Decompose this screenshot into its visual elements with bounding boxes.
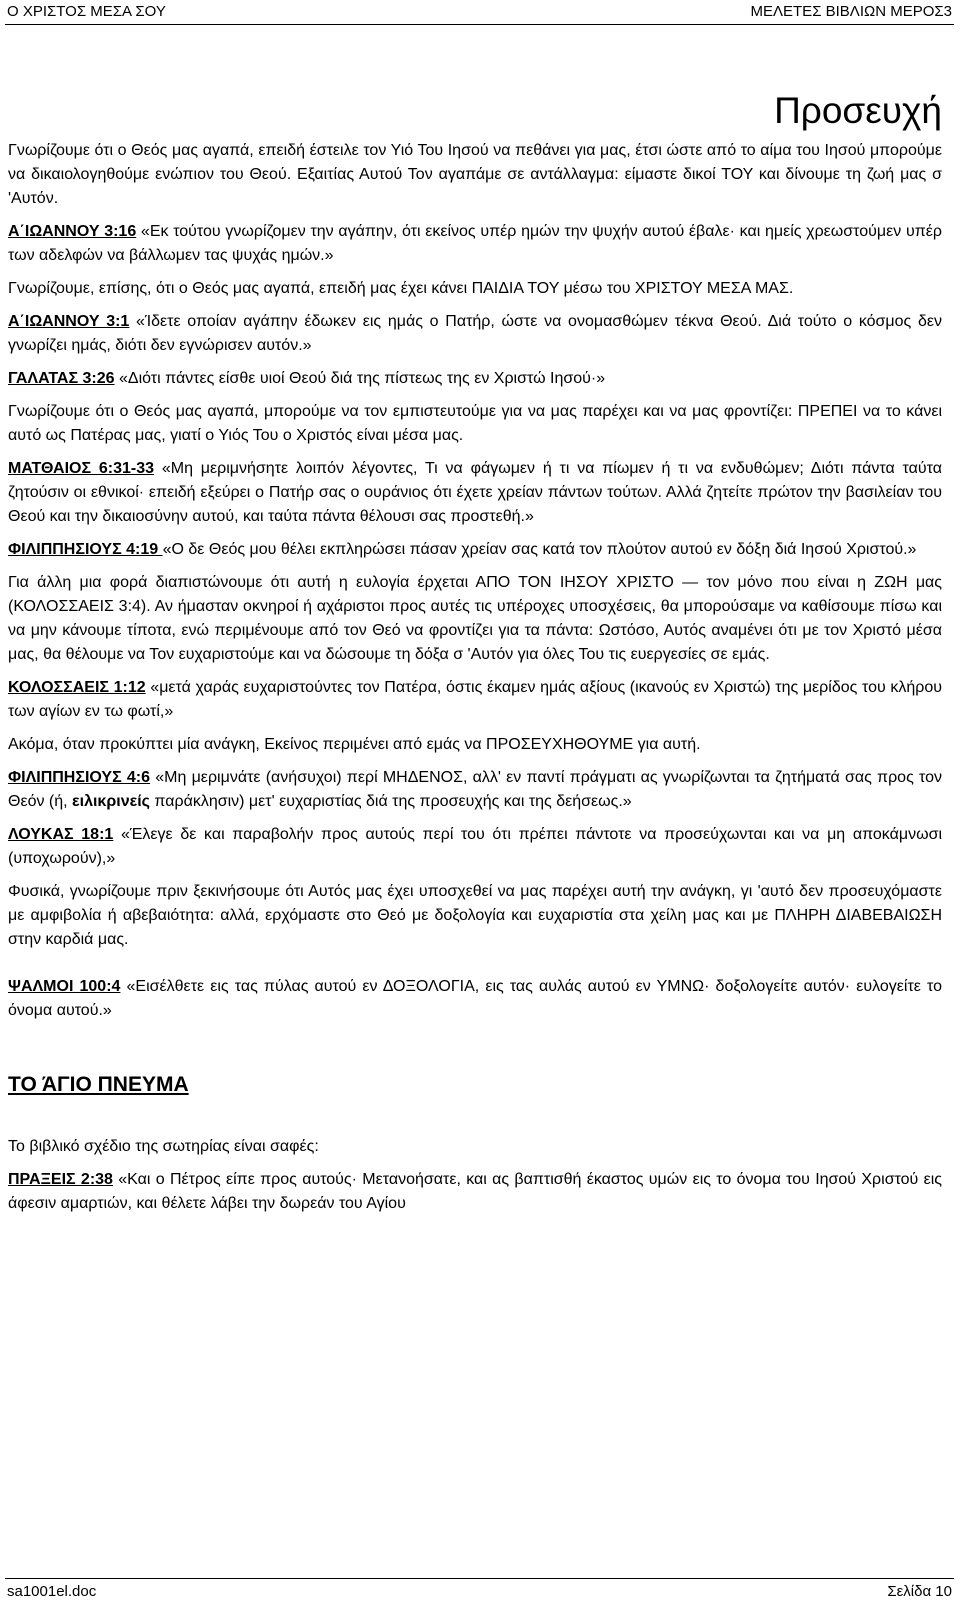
scripture-reference: ΜΑΤΘΑΙΟΣ 6:31-33 [8,460,155,477]
scripture-reference: ΦΙΛΙΠΠΗΣΙΟΥΣ 4:6 [8,769,151,786]
document-body [8,70,942,1225]
scripture-reference: ΦΙΛΙΠΠΗΣΙΟΥΣ 4:19 [8,541,163,558]
scripture-reference: ΨΑΛΜΟΙ 100:4 [8,978,121,995]
paragraph: Φυσικά, γνωρίζουμε πριν ξεκινήσουμε ότι Αυτός μας έχει υποσχεθεί να μας παρέχει αυτή την ανάγκη, γι 'αυτό δεν προσευχόμαστε με αμφιβολία ή αβεβαιότητα: αλλά, ερχόμαστε στο Θεό με δοξολογία και ευχαριστία στα χείλη μας και με ΠΛΗΡΗ ΔΙΑΒΕΒΑΙΩΣΗ στην καρδιά μας. [8,883,942,948]
paragraph: Γνωρίζουμε, επίσης, ότι ο Θεός μας αγαπά, επειδή μας έχει κάνει ΠΑΙΔΙΑ ΤΟΥ μέσω του ΧΡΙΣΤΟΥ ΜΕΣΑ ΜΑΣ. [8,280,794,297]
paragraph: Το βιβλικό σχέδιο της σωτηρίας είναι σαφές: [8,1138,319,1155]
paragraph: Για άλλη μια φορά διαπιστώνουμε ότι αυτή η ευλογία έρχεται ΑΠΟ ΤΟΝ ΙΗΣΟΥ ΧΡΙΣΤΟ — τον μόνο που είναι η ΖΩΗ μας (ΚΟΛΟΣΣΑΕΙΣ 3:4). Αν ήμασταν οκνηροί ή αχάριστοι προς αυτές τις υπέροχες υποσχέσεις, θα μπορούσαμε να καθίσουμε πίσω και να μην κάνουμε τίποτα, ενώ περιμένουμε από τον Θεό να φροντίζει για τα πάντα: Ωστόσο, Αυτός αναμένει ότι με τον Χριστό μέσα μας, θα θέλουμε να Τον ευχαριστούμε και να δώσουμε τη δόξα σ 'Αυτόν για όλες Του τις ευεργεσίες σε εμάς. [8,574,942,663]
footer-filename: sa1001el.doc [7,1583,97,1600]
verse-paragraph [8,823,942,871]
scripture-reference: ΓΑΛΑΤΑΣ 3:26 [8,370,115,387]
verse-paragraph [8,220,942,268]
scripture-reference: Α΄ΙΩΑΝΝΟΥ 3:1 [8,313,130,330]
verse-paragraph [8,367,942,391]
verse-text: «μετά χαράς ευχαριστούντες τον Πατέρα, όστις έκαμεν ημάς αξίους (ικανούς εν Χριστώ) της μερίδος του κλήρου των αγίων εν τω φωτί,» [8,679,943,720]
page-footer [5,1578,954,1604]
verse-text: «Έλεγε δε και παραβολήν προς αυτούς περί του ότι πρέπει πάντοτε να προσεύχωνται και να μη αποκάμνωσι (υποχωρούν),» [8,826,943,867]
verse-paragraph [8,1168,942,1216]
verse-text: «Ο δε Θεός μου θέλει εκπληρώσει πάσαν χρείαν σας κατά τον πλούτον αυτού εν δόξη διά Ιησού Χριστού.» [162,541,917,558]
verse-text: «Μη μεριμνάτε (ανήσυχοι) περί ΜΗΔΕΝΟΣ, αλλ' εν παντί πράγματι ας γνωρίζωνται τα ζητήματά σας προς τον Θεόν (ή, [8,769,943,810]
page-header [5,0,954,25]
scripture-reference: Α΄ΙΩΑΝΝΟΥ 3:16 [8,223,137,240]
header-series-title: ΜΕΛΕΤΕΣ ΒΙΒΛΙΩΝ ΜΕΡΟΣ3 [750,3,952,20]
header-book-title: Ο ΧΡΙΣΤΟΣ ΜΕΣΑ ΣΟΥ [7,3,166,20]
verse-text: «Ίδετε οποίαν αγάπην έδωκεν εις ημάς ο Πατήρ, ώστε να ονομασθώμεν τέκνα Θεού. Διά τούτο ο κόσμος δεν γνωρίζει ημάς, διότι δεν εγνώρισεν αυτόν.» [8,313,943,354]
verse-text: «Και ο Πέτρος είπε προς αυτούς· Μετανοήσατε, και ας βαπτισθή έκαστος υμών εις το όνομα του Ιησού Χριστού εις άφεσιν αμαρτιών, και θέλετε λάβει την δωρεάν του Αγίου [8,1171,943,1212]
footer-page-number: Σελίδα 10 [887,1583,952,1600]
verse-paragraph [8,310,942,358]
emphasized-word: ειλικρινείς [72,793,150,810]
verse-text: «Εκ τούτου γνωρίζομεν την αγάπην, ότι εκείνος υπέρ ημών την ψυχήν αυτού έβαλε· και ημείς χρεωστούμεν υπέρ των αδελφών να βάλλωμεν τας ψυχάς ημών.» [8,223,942,264]
verse-paragraph [8,538,942,562]
verse-paragraph [8,676,942,724]
verse-text: «Διότι πάντες είσθε υιοί Θεού διά της πίστεως της εν Χριστώ Ιησού·» [114,370,606,387]
paragraph: Ακόμα, όταν προκύπτει μία ανάγκη, Εκείνος περιμένει από εμάς να ΠΡΟΣΕΥΧΗΘΟΥΜΕ για αυτή. [8,736,701,753]
verse-paragraph [8,975,942,1023]
page-title: Προσευχή [774,90,942,131]
scripture-reference: ΚΟΛΟΣΣΑΕΙΣ 1:12 [8,679,146,696]
verse-paragraph [8,766,942,814]
verse-text: «Μη μεριμνήσητε λοιπόν λέγοντες, Τι να φάγωμεν ή τι να πίωμεν ή τι να ενδυθώμεν; Διότι πάντα ταύτα ζητούσιν οι εθνικοί· επειδή εξεύρει ο Πατήρ σας ο ουράνιος ότι έχετε χρείαν πάντων τούτων. Αλλά ζητείτε πρώτον την βασιλείαν του Θεού και την δικαιοσύνην αυτού, και ταύτα πάντα θέλουσι σας προστεθή.» [8,460,942,525]
verse-text: «Εισέλθετε εις τας πύλας αυτού εν ΔΟΞΟΛΟΓΙΑ, εις τας αυλάς αυτού εν ΥΜΝΩ· δοξολογείτε αυτόν· ευλογείτε το όνομα αυτού.» [8,978,942,1019]
verse-text: παράκλησιν) μετ' ευχαριστίας διά της προσευχής και της δεήσεως.» [149,793,632,810]
section-heading: ΤΟ ΆΓΙΟ ΠΝΕΥΜΑ [8,1073,189,1096]
scripture-reference: ΠΡΑΞΕΙΣ 2:38 [8,1171,113,1188]
paragraph: Γνωρίζουμε ότι ο Θεός μας αγαπά, μπορούμε να τον εμπιστευτούμε για να μας παρέχει και να μας φροντίζει: ΠΡΕΠΕΙ να το κάνει αυτό ως Πατέρας μας, γιατί ο Υιός Του ο Χριστός είναι μέσα μας. [8,403,942,444]
verse-paragraph [8,457,942,529]
paragraph: Γνωρίζουμε ότι ο Θεός μας αγαπά, επειδή έστειλε τον Υιό Του Ιησού να πεθάνει για μας, έτσι ώστε από το αίμα του Ιησού μπορούμε να δικαιολογηθούμε ενώπιον του Θεού. Εξαιτίας Αυτού Τον αγαπάμε σε αντάλλαγμα: είμαστε δικοί ΤΟΥ και δίνουμε τη ζωή μας σ 'Αυτόν. [8,142,942,207]
scripture-reference: ΛΟΥΚΑΣ 18:1 [8,826,114,843]
